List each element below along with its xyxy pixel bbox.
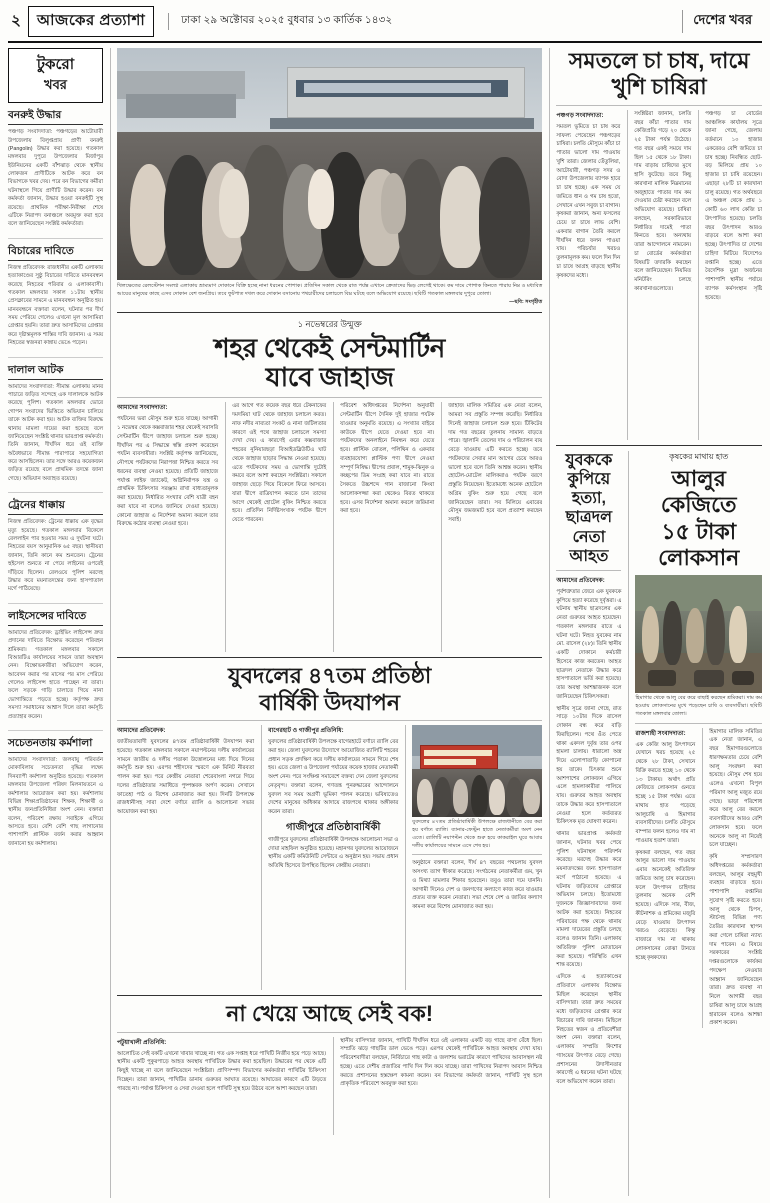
right-zone [549, 48, 762, 1198]
lead-photo-caption-block [117, 283, 542, 307]
sidebar-header [8, 48, 103, 103]
story-ship-kicker: ১ নভেম্বরের উন্মুক্ত [297, 318, 362, 329]
story-tea-body [556, 110, 762, 440]
list-item[interactable] [8, 610, 103, 721]
paragraph: থানার ভারপ্রাপ্ত কর্মকর্তা জানান, ঘটনার খবর পেয়ে পুলিশ ঘটনাস্থল পরিদর্শন করেছে। মরদেহ উদ্ধার করে ময়নাতদন্তের জন্য হাসপাতাল মর্গে পাঠানো হয়েছে। এ ঘটনায় জড়িতদের গ্রেপ্তারে অভিযান চলছে। ইতোমধ্যে দুজনকে জিজ্ঞাসাবাদের জন্য আটক করা হয়েছে। নিহতের পরিবারের পক্ষ থেকে থানায় মামলা দায়েরের প্রস্তুতি চলছে বলেও জানান তিনি। এলাকায় অতিরিক্ত পুলিশ মোতায়েন করা হয়েছে। পরিস্থিতি এখন শান্ত রয়েছে। [556, 831, 622, 969]
sidebar-item-body: আমাদের প্রতিবেদক: ড্রাইভিং লাইসেন্স দ্রুত প্রদানের দাবিতে বিক্ষোভ করেছেন পরিবহন শ্রমিকরা। গতকাল মঙ্গলবার সকালে বিআরটিএ কার্যালয়ের সামনে তারা অবস্থান নেন। বিক্ষোভকারীরা অভিযোগ করেন, আবেদন করার পর মাসের পর মাস পেরিয়ে গেলেও লাইসেন্স হাতে পাচ্ছেন না তারা। ফলে সড়কে গাড়ি চালাতে গিয়ে নানা ভোগান্তিতে পড়তে হচ্ছে। কর্তৃপক্ষ দ্রুত সমস্যা সমাধানের আশ্বাস দিলে তারা কর্মসূচি প্রত্যাহার করেন। [8, 629, 103, 720]
story-jubok-headline-2: কুপিয়ে হত্যা, [567, 470, 611, 508]
divider [8, 603, 103, 604]
story-potato-eyebrow: কৃষকের মাথায় হাত [669, 451, 729, 461]
potato-photo [635, 575, 762, 693]
paragraph: অনুষ্ঠানে বক্তারা বলেন, দীর্ঘ ৪৭ বছরের পথচলায় যুবদল অসংখ্য ত্যাগ স্বীকার করেছে। সংগঠনের নেতাকর্মীরা গুম, খুন ও মিথ্যা মামলার শিকার হয়েছেন। তবুও তারা দমে যাননি। আগামী দিনেও দেশ ও জনগণের কল্যাণে কাজ করে যাওয়ার প্রত্যয় ব্যক্ত করেন নেতারা। সভা শেষে দেশ ও জাতির কল্যাণ কামনা করে বিশেষ মোনাজাত করা হয়। [412, 860, 543, 911]
list-item[interactable] [8, 109, 103, 229]
story-tea-headline-1: সমতলে চা চাষ, দামে [568, 48, 750, 73]
story-jubok-headline-3: ছাত্রদল নেতা [565, 509, 613, 546]
story-potato-headline-1: আলুর কেজিতে [660, 465, 737, 518]
jubodal-rally-photo [412, 725, 542, 817]
divider [8, 238, 103, 239]
sidebar-item-title: বিচারের দাবিতে [8, 245, 103, 261]
sidebar-item-body: পঞ্চগড় সংবাদদাতা: পঞ্চগড়ের আটোয়ারী উপজেলায় বিলুপ্তপ্রায় প্রাণী বনরুই (Pangolin) উদ্ধার করা হয়েছে। গতকাল মঙ্গলবার দুপুরে উপজেলার মির্জাপুর ইউনিয়নের একটি বাঁশঝাড় থেকে স্থানীয় লোকজন প্রাণীটিকে আটক করে বন বিভাগকে খবর দেয়। পরে বন বিভাগের কর্মীরা ঘটনাস্থলে গিয়ে প্রাণীটি উদ্ধার করেন। বন কর্মকর্তা জানান, উদ্ধার হওয়া বনরুইটি সুস্থ রয়েছে। প্রাথমিক পরীক্ষা-নিরীক্ষা শেষে এটিকে নিরাপদ বনাঞ্চলে অবমুক্ত করা হবে বলে জানিয়েছেন সংশ্লিষ্ট কর্মকর্তারা। [8, 129, 103, 228]
paragraph: স্থানীয় সূত্রে জানা গেছে, রাত সাড়ে ১০টার দিকে রাসেল দোকান বন্ধ করে বাড়ি ফিরছিলেন। পথে ওঁত পেতে থাকা একদল দুর্বৃত্ত তার ওপর হামলা চালায়। ধারালো অস্ত্র দিয়ে এলোপাতাড়ি কোপানো হয় তাকে। চিৎকার শুনে আশপাশের লোকজন এগিয়ে এলে হামলাকারীরা পালিয়ে যায়। গুরুতর আহত অবস্থায় তাকে উদ্ধার করে হাসপাতালে নেওয়া হলে কর্তব্যরত চিকিৎসক মৃত ঘোষণা করেন। [556, 705, 622, 826]
sidebar-item-body: নিজস্ব প্রতিবেদক: ট্রেনের ধাক্কায় এক বৃদ্ধের মৃত্যু হয়েছে। গতকাল মঙ্গলবার বিকেলে রেললাইন পার হওয়ার সময় এ দুর্ঘটনা ঘটে। নিহতের বয়স আনুমানিক ৬৫ বছর। স্থানীয়রা জানান, তিনি কানে কম শুনতেন। ট্রেনের হুইসেল শুনতে না পেয়ে লাইনের ওপরেই দাঁড়িয়ে ছিলেন। রেলওয়ে পুলিশ মরদেহ উদ্ধার করে ময়নাতদন্তের জন্য হাসপাতাল মর্গে পাঠিয়েছে। [8, 519, 103, 593]
byline: বাগেরহাট ও গাজীপুর প্রতিনিধি: [268, 728, 344, 735]
sidebar-title-line1: টুকরো [36, 56, 75, 73]
byline: আমাদের প্রতিবেদক: [117, 728, 166, 735]
story-jubodal-body [117, 725, 542, 990]
divider [117, 657, 542, 658]
story-bok-body [117, 1037, 542, 1135]
story-potato-headline-2: ১৫ টাকা [661, 518, 737, 544]
lower-right-zone [556, 451, 762, 1196]
paragraph: হিমাগার মালিক সমিতির এক নেতা জানান, এ বছর হিমাগারগুলোতে ধারণক্ষমতার চেয়ে বেশি আলু সংরক্ষণ করা হয়েছে। মৌসুম শেষ হয়ে এলেও এখনো বিপুল পরিমাণ আলু মজুত রয়ে গেছে। ভাড়া পরিশোধ করে আলু বের করলে ব্যবসায়ীদের আরও বেশি লোকসান হবে। ফলে অনেকে আলু না নিয়েই চলে যাচ্ছেন। [709, 728, 762, 849]
list-item[interactable] [8, 737, 103, 848]
paragraph: পঞ্চগড় চা বোর্ডের আঞ্চলিক কার্যালয় সূত্রে জানা গেছে, জেলায় বর্তমানে ১০ হাজার একরেরও বেশি জমিতে চা চাষ হচ্ছে। নিবন্ধিত ছোট-বড় মিলিয়ে প্রায় ১০ হাজার চা চাষি রয়েছেন। এছাড়া ২৮টি চা কারখানা চালু রয়েছে। গত অর্থবছরে এ অঞ্চল থেকে প্রায় ১ কোটি ৬০ লাখ কেজি চা উৎপাদিত হয়েছে। চলতি বছর উৎপাদন আরও বাড়বে বলে আশা করা হচ্ছে। উৎপাদিত চা দেশের চাহিদা মিটিয়ে বিদেশেও রপ্তানি হচ্ছে। এতে বৈদেশিক মুদ্রা অর্জনের পাশাপাশি স্থানীয় পর্যায়ে ব্যাপক কর্মসংস্থান সৃষ্টি হয়েছে। [705, 110, 762, 301]
story-potato-headline-3: লোকসান [658, 544, 740, 570]
divider [635, 723, 762, 724]
subheadline: গাজীপুরে প্রতিষ্ঠাবার্ষিকী [286, 821, 381, 833]
sidebar-item-title: সচেতনতায় কর্মশালা [8, 737, 103, 753]
divider [412, 854, 542, 855]
divider [8, 357, 103, 358]
paragraph: পরিবেশ অধিদপ্তরের নির্দেশনা অনুযায়ী সেন্টমার্টিন দ্বীপে দৈনিক দুই হাজার পর্যটক যাওয়ার অনুমতি রয়েছে। এ সংখ্যার বাইরে কাউকে দ্বীপে যেতে দেওয়া হবে না। পর্যটকদের অনলাইনে নিবন্ধন করে যেতে হবে। প্লাস্টিক বোতল, পলিথিন ও একবার ব্যবহারযোগ্য প্লাস্টিক পণ্য দ্বীপে নেওয়া সম্পূর্ণ নিষিদ্ধ। দ্বীপের প্রবাল, শামুক-ঝিনুক ও কচ্ছপের ডিম সংগ্রহ করা যাবে না। রাতে সৈকতে উচ্চশব্দে গান বাজানো কিংবা আলোকসজ্জা করা থেকেও বিরত থাকতে হবে। এসব নির্দেশনা অমান্য করলে জরিমানা করা হবে। [340, 403, 435, 515]
sidebar-title-line2: খবর [44, 77, 67, 92]
list-item[interactable] [8, 499, 103, 594]
divider [117, 397, 542, 398]
newspaper-logo: আজকের প্রত্যাশা [28, 6, 154, 37]
paragraph: জাতীয়তাবাদী যুবদলের ৪৭তম প্রতিষ্ঠাবার্ষিকী উদযাপন করা হয়েছে। গতকাল মঙ্গলবার সকালে নয়াপল্টনের দলীয় কার্যালয়ের সামনে জাতীয় ও দলীয় পতাকা উত্তোলনের মধ্য দিয়ে দিনের কর্মসূচি শুরু হয়। এরপর শহীদদের স্মরণে এক মিনিট নীরবতা পালন করা হয়। পরে কেন্দ্রীয় নেতারা শেরেবাংলা নগরে গিয়ে দলের প্রতিষ্ঠাতার সমাধিতে পুষ্পস্তবক অর্পণ করেন। সেখানে ফাতেহা পাঠ ও বিশেষ মোনাজাত করা হয়। দিনটি উপলক্ষে রাজধানীসহ সারা দেশে বর্ণাঢ্য র‍্যালি ও আলোচনা সভার আয়োজন করা হয়। [117, 739, 255, 816]
sidebar-tukro-khobor [8, 48, 103, 1198]
masthead [8, 6, 762, 43]
paragraph: এর আগে গত কয়েক বছর ধরে টেকনাফের দমদমিয়া ঘাট থেকে জাহাজ চলাচল করত। নাফ নদীর নাব্যতা সংকট ও নানা জটিলতার কারণে ওই পথে জাহাজ চলাচলে সমস্যা দেখা দেয়। এ কারণেই এবার কক্সবাজার শহরের নুনিয়ারছড়া বিআইডব্লিউটিএ ঘাট থেকে জাহাজ ছাড়ার সিদ্ধান্ত নেওয়া হয়েছে। এতে পর্যটকদের সময় ও ভোগান্তি দুটোই কমবে বলে আশা করছেন সংশ্লিষ্টরা। সকালে জাহাজ ছেড়ে গিয়ে বিকেলে ফিরে আসবে। যারা দ্বীপে রাত্রিযাপন করতে চান তাদের আগে থেকেই হোটেল বুকিং নিশ্চিত করতে হবে। প্রতিদিন নির্দিষ্টসংখ্যক পর্যটক দ্বীপে যেতে পারবেন। [232, 403, 327, 524]
paragraph: সংশ্লিষ্টরা জানান, চলতি বছর কাঁচা পাতার দাম কেজিপ্রতি গড়ে ২০ থেকে ২৫ টাকা পর্যন্ত উঠেছে। গত বছর একই সময়ে দাম ছিল ১৫ থেকে ১৮ টাকা। দাম বাড়ায় চাষিদের মুখে হাসি ফুটেছে। তবে কিছু কারখানা মালিক নিম্নমানের অজুহাতে পাতার দাম কম দেওয়ার চেষ্টা করছেন বলে অভিযোগ রয়েছে। চাষিরা বলছেন, সরকারিভাবে নির্ধারিত দামেই পাতা কিনতে হবে। অন্যথায় তারা আন্দোলনে নামবেন। চা বোর্ডের কর্মকর্তারা বিষয়টি তদারকি করছেন বলে জানিয়েছেন। নিয়মিত মনিটরিং চলছে কারখানাগুলোতে। [634, 110, 692, 292]
byline: আমাদের সংবাদদাতা: [117, 405, 168, 412]
story-ship-headline-2: যাবে জাহাজ [265, 362, 394, 393]
byline: পঞ্চগড় সংবাদদাতা: [556, 112, 604, 119]
story-jubok-headline-1: যুবককে [565, 451, 613, 469]
story-potato-body [635, 728, 762, 1029]
story-ship-headline-1: শহর থেকেই সেন্টমার্টিন [214, 332, 446, 363]
paragraph: পর্যটনের ভরা মৌসুম শুরু হতে যাচ্ছে। আগামী ১ নভেম্বর থেকে কক্সবাজার শহর থেকেই সরাসরি সেন্টমার্টিন দ্বীপে জাহাজ চলাচল শুরু হচ্ছে। দীর্ঘদিন পর এ সিদ্ধান্তে স্বস্তি প্রকাশ করেছেন পর্যটন ব্যবসায়ীরা। সংশ্লিষ্ট কর্তৃপক্ষ জানিয়েছে, নৌপথে পর্যটকদের নিরাপত্তা নিশ্চিত করতে সব ধরনের ব্যবস্থা নেওয়া হয়েছে। প্রতিটি জাহাজে পর্যাপ্ত লাইফ জ্যাকেট, অগ্নিনির্বাপক যন্ত্র ও প্রাথমিক চিকিৎসার সরঞ্জাম রাখা বাধ্যতামূলক করা হয়েছে। নির্ধারিত সংখ্যার বেশি যাত্রী বহন করা যাবে না বলেও জানিয়ে দেওয়া হয়েছে। কোনো জাহাজ এ নির্দেশনা অমান্য করলে তার বিরুদ্ধে কঠোর ব্যবস্থা নেওয়া হবে। [117, 416, 219, 528]
divider [117, 1032, 542, 1033]
story-jubodal-headline-1: যুবদলের ৪৭তম প্রতিষ্ঠা [228, 663, 432, 689]
byline: আমাদের প্রতিবেদক: [556, 577, 605, 584]
sidebar-item-body: আমাদের সংবাদদাতা: জলবায়ু পরিবর্তন মোকাবিলায় সচেতনতা বৃদ্ধির লক্ষ্যে দিনব্যাপী কর্মশালা অনুষ্ঠিত হয়েছে। গতকাল মঙ্গলবার উপজেলা পরিষদ মিলনায়তনে এ কর্মশালার আয়োজন করা হয়। কর্মশালায় বিভিন্ন শিক্ষাপ্রতিষ্ঠানের শিক্ষক, শিক্ষার্থী ও স্থানীয় জনপ্রতিনিধিরা অংশ নেন। বক্তারা বলেন, পরিবেশ রক্ষায় সবাইকে এগিয়ে আসতে হবে। বেশি বেশি গাছ লাগানোর পাশাপাশি প্লাস্টিক বর্জন করার আহ্বান জানানো হয় কর্মশালায়। [8, 757, 103, 847]
sidebar-item-title: ট্রেনের ধাক্কায় [8, 499, 103, 515]
section-title: দেশের খবর [682, 10, 762, 33]
page-number: ২ [11, 12, 21, 29]
paragraph: কৃষকরা বলছেন, গত বছর আলুর ভালো দাম পাওয়ায় এবার অনেকেই অতিরিক্ত জমিতে আলু চাষ করেছেন। ফলে উৎপাদন চাহিদার তুলনায় অনেক বেশি হয়েছে। এদিকে সার, বীজ, কীটনাশক ও শ্রমিকের মজুরি বেড়ে যাওয়ায় উৎপাদন খরচও বেড়েছে। কিন্তু বাজারে দাম না থাকায় লোকসানের বোঝা টানতে হচ্ছে কৃষকদের। [635, 849, 696, 961]
divider [8, 730, 103, 731]
sidebar-item-body: আমাদের সংবাদদাতা: সীমান্ত এলাকায় মানব পাচারে জড়িত সন্দেহে এক দালালকে আটক করেছে পুলিশ। গতকাল মঙ্গলবার ভোরে গোপন সংবাদের ভিত্তিতে অভিযান চালিয়ে তাকে আটক করা হয়। আটক ব্যক্তির বিরুদ্ধে থানায় মামলা দায়ের করা হয়েছে বলে জানিয়েছেন সংশ্লিষ্ট থানার ভারপ্রাপ্ত কর্মকর্তা। তিনি জানান, দীর্ঘদিন ধরে ওই ব্যক্তি অবৈধভাবে সীমান্ত পারাপারে সহযোগিতা করে আসছিলেন। তার সঙ্গে আরও কয়েকজন জড়িত রয়েছে বলে প্রাথমিক তদন্তে জানা গেছে। অভিযান অব্যাহত রয়েছে। [8, 383, 103, 482]
photo-caption: যুবদলের ৪৭তম প্রতিষ্ঠাবার্ষিকী উপলক্ষে রাজধানীতে বের করা হয় বর্ণাঢ্য র‍্যালি। ব্যানার-ফেস্টুন হাতে নেতাকর্মীরা অংশ নেন এতে। র‍্যালিটি নয়াপল্টন থেকে শুরু হয়ে কাকরাইল ঘুরে আবার দলীয় কার্যালয়ের সামনে এসে শেষ হয়। [412, 819, 543, 849]
paragraph: এক কেজি আলু উৎপাদনে যেখানে খরচ হয়েছে ২৫ থেকে ২৮ টাকা, সেখানে বিক্রি করতে হচ্ছে ১০ থেকে ১৩ টাকায়। অর্থাৎ প্রতি কেজিতে লোকসান গুনতে হচ্ছে ১৫ টাকা পর্যন্ত। এতে মাথায় হাত পড়েছে আলুচাষি ও হিমাগার ব্যবসায়ীদের। চলতি মৌসুমে বাম্পার ফলন হলেও দাম না পাওয়ায় হতাশ তারা। [635, 741, 696, 844]
story-column [225, 402, 326, 652]
page-grid [8, 48, 762, 1198]
story-jubok-headline-4: আহত [569, 547, 609, 565]
story-jubodal-header [117, 663, 542, 716]
byline: পটুয়াখালী প্রতিনিধি: [117, 1039, 167, 1046]
story-ship-header [117, 318, 542, 394]
story-column [441, 402, 542, 652]
story-column [635, 728, 695, 1029]
divider [556, 570, 621, 571]
masthead-date: ঢাকা ২৯ অক্টোবর ২০২৫ বুধবার ১৩ কার্তিক ১৪৩২ [168, 13, 392, 30]
paragraph: কৃষি সম্প্রসারণ অধিদপ্তরের কর্মকর্তারা বলছেন, আলুর বহুমুখী ব্যবহার বাড়াতে হবে। পাশাপাশি রপ্তানির সুযোগ সৃষ্টি করতে হবে। আলু থেকে চিপস, স্টার্চসহ বিভিন্ন পণ্য তৈরির কারখানা স্থাপন করা গেলে চাষিরা ন্যায্য দাম পাবেন। এ বিষয়ে সরকারের সংশ্লিষ্ট দপ্তরগুলোকে কার্যকর পদক্ষেপ নেওয়ার আহ্বান জানিয়েছেন তারা। দ্রুত ব্যবস্থা না নিলে আগামী বছর চাষিরা আলু চাষে আগ্রহ হারাবেন বলেও আশঙ্কা প্রকাশ করেন। [709, 854, 762, 1027]
story-column [117, 402, 218, 652]
story-column [556, 110, 620, 440]
divider [556, 105, 762, 106]
paragraph: পূর্বশত্রুতার জেরে এক যুবককে কুপিয়ে হত্যা করেছে দুর্বৃত্তরা। এ ঘটনায় স্থানীয় ছাত্রদলের এক নেতা গুরুতর আহত হয়েছেন। গতকাল মঙ্গলবার রাতে এ ঘটনা ঘটে। নিহত যুবকের নাম মো. রাসেল (২৮)। তিনি স্থানীয় একটি দোকানে কর্মচারী হিসেবে কাজ করতেন। আহত ছাত্রদল নেতাকে উদ্ধার করে হাসপাতালে ভর্তি করা হয়েছে। তার অবস্থা আশঙ্কাজনক বলে জানিয়েছেন চিকিৎসকরা। [556, 588, 622, 700]
story-column [627, 110, 691, 440]
byline: রাজশাহী সংবাদদাতা: [635, 730, 686, 737]
story-column [117, 1037, 326, 1135]
divider [556, 445, 762, 446]
sidebar-item-title: বনরুই উদ্ধার [8, 109, 103, 125]
paragraph: এদিকে এ হত্যাকাণ্ডের প্রতিবাদে এলাকায় বিক্ষোভ মিছিল করেছেন স্থানীয় বাসিন্দারা। তারা দ্রুত সময়ের মধ্যে জড়িতদের গ্রেপ্তার করে বিচারের দাবি জানান। মিছিলে নিহতের স্বজন ও প্রতিবেশীরা অংশ নেন। বক্তারা বলেন, এলাকায় সম্প্রতি কিশোর গ্যাংয়ের উৎপাত বেড়ে গেছে। প্রশাসনের উদাসীনতার কারণেই এ ধরনের ঘটনা ঘটছে বলে অভিযোগ করেন তারা। [556, 974, 622, 1086]
potato-photo-caption: হিমাগার থেকে আলু বের করে বাছাই করছেন শ্রমিকরা। দাম কম হওয়ায় লোকসানের মুখে পড়েছেন চাষি ও ব্যবসায়ীরা। ছবিটি গতকাল মঙ্গলবার তোলা। [635, 695, 762, 717]
story-ship-body [117, 402, 542, 652]
story-column [702, 728, 762, 1029]
list-item[interactable] [8, 364, 103, 484]
divider [8, 492, 103, 493]
paragraph: জাহাজ মালিক সমিতির এক নেতা বলেন, আমরা সব প্রস্তুতি সম্পন্ন করেছি। নির্ধারিত দিনেই জাহাজ চলাচল শুরু হবে। টিকিটের দাম গত বছরের তুলনায় সামান্য বাড়তে পারে। জ্বালানি তেলের দাম ও পরিচালন ব্যয় বেড়ে যাওয়ায় এটি করতে হচ্ছে। তবে পর্যটকদের সেবার মান আগের চেয়ে আরও ভালো হবে বলে তিনি আশ্বস্ত করেন। স্থানীয় হোটেল-মোটেল মালিকরাও পর্যটক বরণে প্রস্তুতি নিয়েছেন। ইতোমধ্যে অনেক হোটেলে অগ্রিম বুকিং শুরু হয়ে গেছে বলে জানিয়েছেন তারা। সব মিলিয়ে এবারের মৌসুম জমজমাট হবে বলে প্রত্যাশা করছেন সবাই। [448, 403, 543, 524]
story-column [405, 725, 542, 990]
paragraph: আলোচিত সেই বকটি এখনো খাবার খাচ্ছে না। গত এক সপ্তাহ ধরে পাখিটি নির্জীব হয়ে পড়ে আছে। স্থানীয় একটি পুকুরপাড়ে আহত অবস্থায় পাখিটিকে উদ্ধার করা হয়েছিল। উদ্ধারের পর থেকে এটি কিছুই খাচ্ছে না বলে জানিয়েছেন সংশ্লিষ্টরা। প্রাণিসম্পদ বিভাগের কর্মকর্তারা পাখিটির চিকিৎসা দিচ্ছেন। তারা জানান, পাখিটির ডানায় গুরুতর আঘাত রয়েছে। আঘাতের কারণে এটি উড়তে পারছে না। পর্যাপ্ত চিকিৎসা ও সেবা দেওয়া হলে পাখিটি সুস্থ হয়ে উঠবে বলে আশা করছেন তারা। [117, 1050, 327, 1092]
story-column [117, 725, 254, 990]
paragraph: যুবদলের প্রতিষ্ঠাবার্ষিকী উপলক্ষে বাগেরহাটে বর্ণাঢ্য র‍্যালি বের করা হয়। জেলা যুবদলের উদ্যোগে আয়োজিত র‍্যালিটি শহরের প্রধান সড়ক প্রদক্ষিণ করে দলীয় কার্যালয়ের সামনে গিয়ে শেষ হয়। এতে জেলা ও উপজেলা পর্যায়ের কয়েক হাজার নেতাকর্মী অংশ নেন। পরে সংক্ষিপ্ত সমাবেশে বক্তব্য দেন জেলা যুবদলের নেতৃবৃন্দ। বক্তারা বলেন, গণতন্ত্র পুনরুদ্ধারের আন্দোলনে যুবদল সব সময় অগ্রণী ভূমিকা পালন করেছে। ভবিষ্যতেও দেশের মানুষের অধিকার আদায়ে রাজপথে থাকার অঙ্গীকার করেন তারা। [268, 739, 399, 816]
divider [117, 312, 542, 313]
paragraph: সমতল ভূমিতে চা চাষ করে সাফল্য পেয়েছেন পঞ্চগড়ের চাষিরা। চলতি মৌসুমে কাঁচা চা পাতার ভালো দাম পাওয়ায় খুশি তারা। জেলার তেঁতুলিয়া, আটোয়ারী, পঞ্চগড় সদর ও বোদা উপজেলায় ব্যাপক হারে চা চাষ হচ্ছে। এক সময় যে জমিতে ধান ও গম চাষ হতো, সেখানে এখন সবুজ চা বাগান। কৃষকরা জানান, অন্য ফসলের চেয়ে চা চাষে লাভ বেশি। একবার বাগান তৈরি করলে দীর্ঘদিন ধরে ফলন পাওয়া যায়। পরিচর্যার খরচও তুলনামূলক কম। ফলে দিন দিন চা চাষে আগ্রহ বাড়ছে স্থানীয় কৃষকদের মধ্যে। [556, 123, 621, 279]
sidebar-item-body: নিজস্ব প্রতিবেদক: রাজধানীর একটি এলাকায় হত্যাকাণ্ডের সুষ্ঠু বিচারের দাবিতে মানববন্ধন করেছে নিহতের পরিবার ও এলাকাবাসী। গতকাল মঙ্গলবার সকাল ১১টায় স্থানীয় প্রেসক্লাবের সামনে এ মানববন্ধন অনুষ্ঠিত হয়। মানববন্ধনে বক্তারা বলেন, ঘটনার পর দীর্ঘ সময় পেরিয়ে গেলেও এখনো মূল আসামিরা গ্রেপ্তার হয়নি। তারা দ্রুত আসামিদের গ্রেপ্তার করে দৃষ্টান্তমূলক শাস্তির দাবি জানান। এ সময় নিহতের স্বজনরা কান্নায় ভেঙে পড়েন। [8, 264, 103, 347]
story-jubok [556, 451, 621, 1196]
sidebar-item-title: দালাল আটক [8, 364, 103, 380]
story-column [333, 402, 434, 652]
story-column [698, 110, 762, 440]
list-item[interactable] [8, 245, 103, 348]
story-column [261, 725, 398, 990]
paragraph: গাজীপুরে যুবদলের প্রতিষ্ঠাবার্ষিকী উপলক্ষে আলোচনা সভা ও দোয়া মাহফিল অনুষ্ঠিত হয়েছে। মহানগর যুবদলের আয়োজনে স্থানীয় একটি কমিউনিটি সেন্টারে এ অনুষ্ঠান হয়। সভায় প্রধান অতিথি হিসেবে উপস্থিত ছিলেন কেন্দ্রীয় নেতারা। [268, 836, 399, 870]
story-tea-header [556, 48, 762, 101]
story-bok-headline: না খেয়ে আছে সেই বক! [226, 1001, 434, 1027]
divider [117, 720, 542, 721]
center-zone [110, 48, 542, 1198]
story-tea-headline-2: খুশি চাষিরা [611, 74, 707, 100]
lead-photo-credit: —ছবি: সংগৃহীত [509, 298, 543, 305]
story-potato [628, 451, 762, 1196]
paragraph: স্থানীয় বাসিন্দারা জানান, পাখিটি দীর্ঘদিন ধরে ওই এলাকার একটি বড় গাছে বাসা বেঁধে ছিল। সম্প্রতি ঝড়ে গাছটির ডাল ভেঙে পড়ে। এরপর থেকেই পাখিটিকে আহত অবস্থায় দেখা যায়। পরিবেশবাদীরা বলছেন, নির্বিচারে গাছ কাটা ও জলাশয় ভরাটের কারণে পাখিদের আবাসস্থল নষ্ট হচ্ছে। এতে দেশীয় প্রজাতির পাখি দিন দিন কমে যাচ্ছে। তারা পাখিদের নিরাপদ আবাস নিশ্চিত করতে প্রশাসনের হস্তক্ষেপ কামনা করেন। বন বিভাগের কর্মকর্তা জানান, পাখিটি সুস্থ হলে প্রাকৃতিক পরিবেশে অবমুক্ত করা হবে। [340, 1037, 543, 1088]
lead-photo [117, 48, 542, 280]
lead-photo-caption: খিলক্ষেতের রেলস্টেশন সংলগ্ন এলাকায় ভ্রাম্যমাণ দোকানে বিক্রি হচ্ছে নানা ধরনের পোশাক। প্রতিদিন সকাল থেকে রাত পর্যন্ত এখানে ক্রেতাদের ভিড় লেগেই থাকে। কম দামে পোশাক কিনতে পারায় নিম্ন ও মধ্যবিত্ত আয়ের মানুষের কাছে এসব দোকান বেশ জনপ্রিয়। তবে ফুটপাত দখল করে দোকান বসানোয় পথচারীদের চলাচলে বিঘ্ন ঘটছে বলে অভিযোগ রয়েছে। ছবিটি গতকাল মঙ্গলবার দুপুরে তোলা। [117, 283, 543, 297]
divider [117, 995, 542, 996]
story-column [333, 1037, 542, 1135]
story-jubodal-headline-2: বার্ষিকী উদযাপন [259, 689, 400, 715]
sidebar-item-title: লাইসেন্সের দাবিতে [8, 610, 103, 626]
